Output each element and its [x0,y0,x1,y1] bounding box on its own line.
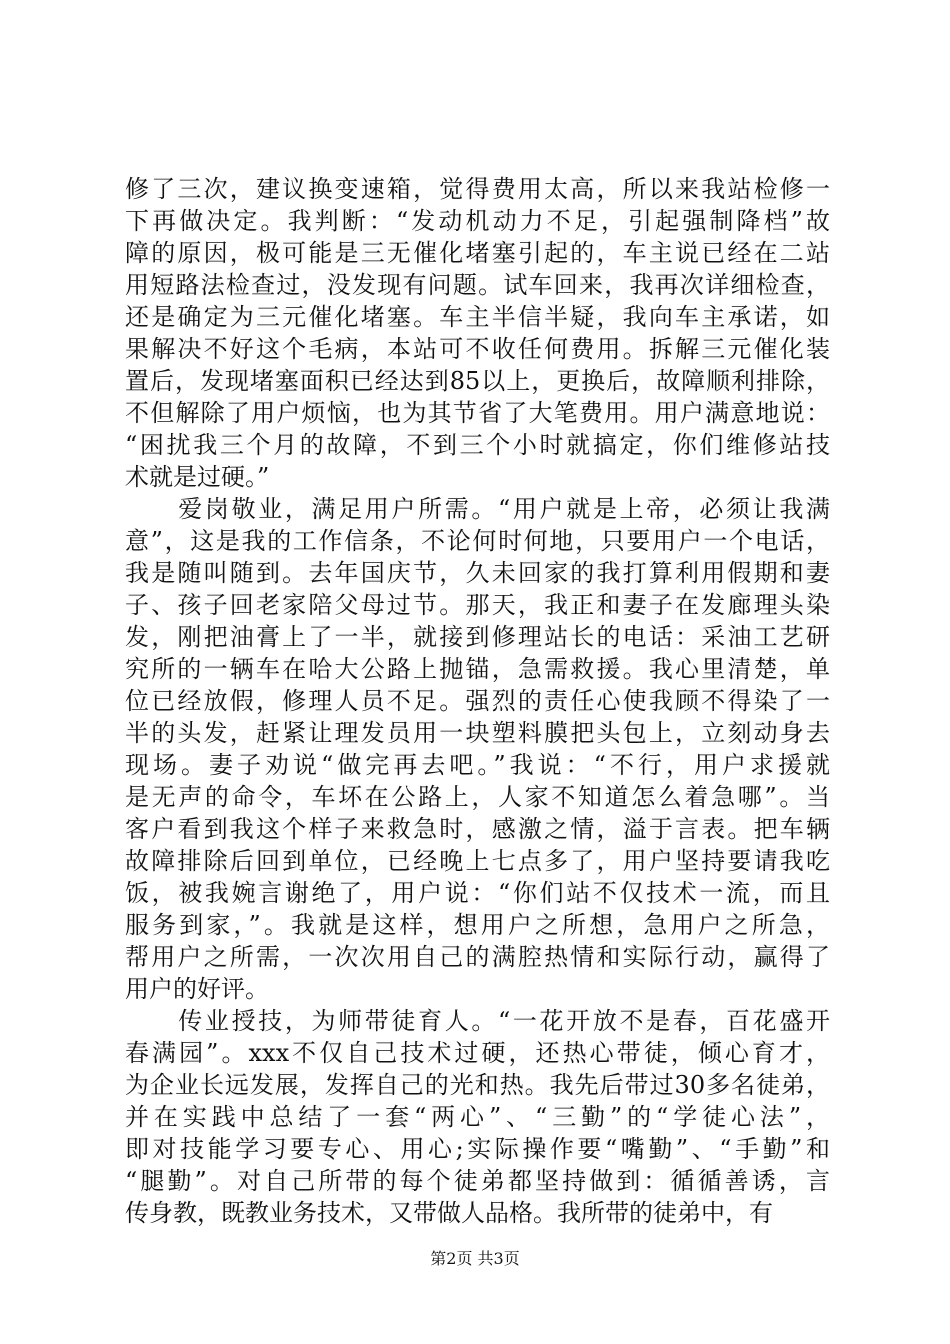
text-line: 客户看到我这个样子来救急时，感激之情，溢于言表。把车辆 [125,815,830,843]
text-line: 下再做决定。我判断：“发动机动力不足，引起强制降档”故 [125,207,830,235]
paragraph [125,493,830,1005]
text-line: 春满园”。xxx不仅自己技术过硬，还热心带徒，倾心育才， [125,1039,830,1067]
text-line: 置后，发现堵塞面积已经达到85以上，更换后，故障顺利排除， [125,367,830,395]
text-line: 饭，被我婉言谢绝了，用户说：“你们站不仅技术一流，而且 [125,879,830,907]
document-body [125,173,830,1229]
text-line: 修了三次，建议换变速箱，觉得费用太高，所以来我站检修一 [125,175,830,203]
text-line: 服务到家，”。我就是这样，想用户之所想，急用户之所急， [125,911,830,939]
text-line: 传身教，既教业务技术，又带做人品格。我所带的徒弟中，有 [125,1199,773,1227]
text-line: 现场。妻子劝说“做完再去吧。”我说：“不行，用户求援就 [125,751,830,779]
text-line: 是无声的命令，车坏在公路上，人家不知道怎么着急哪”。当 [125,783,830,811]
text-line: 障的原因，极可能是三无催化堵塞引起的，车主说已经在二站 [125,239,830,267]
paragraph [125,173,830,493]
text-line: 半的头发，赶紧让理发员用一块塑料膜把头包上，立刻动身去 [125,719,830,747]
text-line: 发，刚把油膏上了一半，就接到修理站长的电话：采油工艺研 [125,623,830,651]
text-line: 为企业长远发展，发挥自己的光和热。我先后带过30多名徒弟， [125,1071,830,1099]
text-line: 爱岗敬业，满足用户所需。“用户就是上帝，必须让我满 [125,495,830,523]
text-line: 还是确定为三元催化堵塞。车主半信半疑，我向车主承诺，如 [125,303,830,331]
text-line: 术就是过硬。” [125,463,270,491]
text-line: 我是随叫随到。去年国庆节，久未回家的我打算利用假期和妻 [125,559,830,587]
text-line: “腿勤”。对自己所带的每个徒弟都坚持做到：循循善诱，言 [125,1167,830,1195]
text-line: 传业授技，为师带徒育人。“一花开放不是春，百花盛开 [125,1007,830,1035]
text-line: 意”，这是我的工作信条，不论何时何地，只要用户一个电话， [125,527,830,555]
text-line: 并在实践中总结了一套“两心”、“三勤”的“学徒心法”， [125,1103,830,1131]
text-line: 位已经放假，修理人员不足。强烈的责任心使我顾不得染了一 [125,687,830,715]
text-line: 用短路法检查过，没发现有问题。试车回来，我再次详细检查， [125,271,830,299]
text-line: 帮用户之所需，一次次用自己的满腔热情和实际行动，赢得了 [125,943,830,971]
paragraph [125,1005,830,1229]
page-footer: 第2页 共3页 [430,1249,520,1268]
text-line: 果解决不好这个毛病，本站可不收任何费用。拆解三元催化装 [125,335,830,363]
text-line: 故障排除后回到单位，已经晚上七点多了，用户坚持要请我吃 [125,847,830,875]
text-line: 即对技能学习要专心、用心;实际操作要“嘴勤”、“手勤”和 [125,1135,830,1163]
text-line: 究所的一辆车在哈大公路上抛锚，急需救援。我心里清楚，单 [125,655,830,683]
text-line: 不但解除了用户烦恼，也为其节省了大笔费用。用户满意地说： [125,399,830,427]
text-line: 用户的好评。 [125,975,269,1003]
text-line: “困扰我三个月的故障，不到三个小时就搞定，你们维修站技 [125,431,830,459]
text-line: 子、孩子回老家陪父母过节。那天，我正和妻子在发廊理头染 [125,591,830,619]
